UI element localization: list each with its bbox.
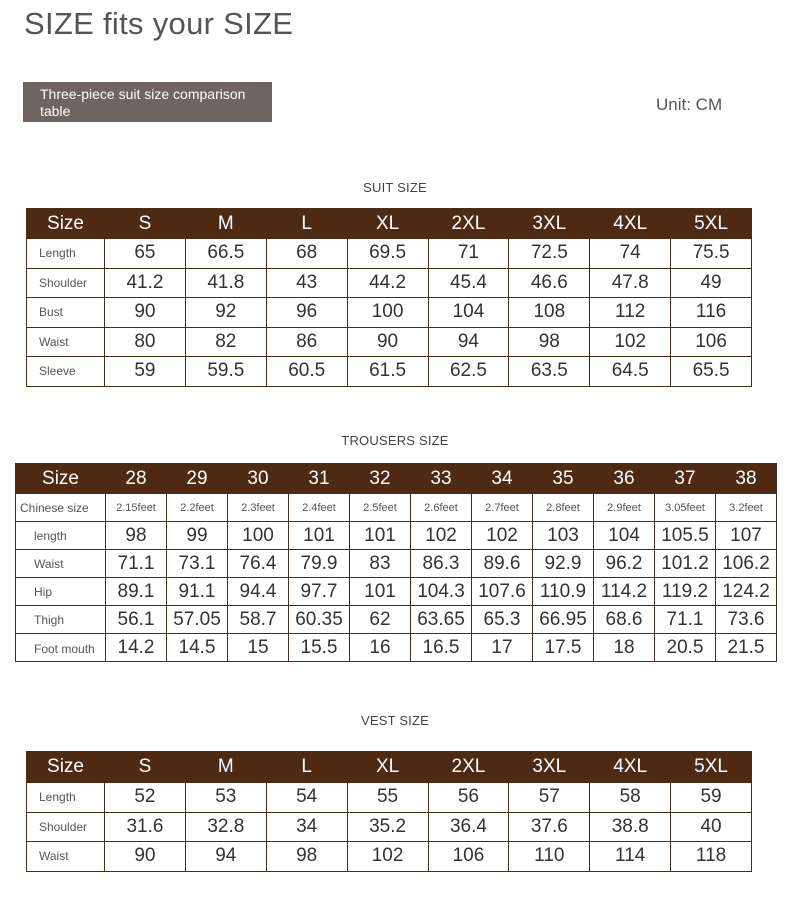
table-cell: 73.1: [167, 550, 228, 578]
table-cell: 61.5: [347, 357, 428, 387]
table-row: [27, 298, 752, 328]
table-cell: 59: [671, 783, 752, 813]
table-cell: 91.1: [167, 578, 228, 606]
table-cell: 16: [350, 634, 411, 662]
header-size-label: Size: [16, 464, 106, 494]
table-cell: 55: [347, 783, 428, 813]
header-size-l: L: [266, 209, 347, 239]
table-cell: 83: [350, 550, 411, 578]
header-size-3xl: 3XL: [509, 209, 590, 239]
table-cell: 90: [347, 327, 428, 357]
row-label: Chinese size: [16, 494, 106, 522]
table-cell: 118: [671, 842, 752, 872]
table-cell: 119.2: [655, 578, 716, 606]
table-cell: 45.4: [428, 268, 509, 298]
row-label: Hip: [16, 578, 106, 606]
table-cell: 99: [167, 522, 228, 550]
table-cell: 105.5: [655, 522, 716, 550]
row-label: Shoulder: [27, 812, 105, 842]
table-cell: 71.1: [106, 550, 167, 578]
table-cell: 63.65: [411, 606, 472, 634]
header-size-2xl: 2XL: [428, 752, 509, 783]
table-cell: 14.2: [106, 634, 167, 662]
table-cell: 59: [105, 357, 186, 387]
table-cell: 2.3feet: [228, 494, 289, 522]
table-cell: 14.5: [167, 634, 228, 662]
table-cell: 73.6: [716, 606, 777, 634]
table-cell: 58: [590, 783, 671, 813]
table-cell: 102: [411, 522, 472, 550]
table-cell: 62.5: [428, 357, 509, 387]
table-cell: 2.4feet: [289, 494, 350, 522]
table-cell: 68: [266, 239, 347, 269]
table-cell: 60.5: [266, 357, 347, 387]
header-size-5xl: 5XL: [671, 209, 752, 239]
header-size-33: 33: [411, 464, 472, 494]
header-size-l: L: [266, 752, 347, 783]
table-cell: 80: [105, 327, 186, 357]
table-cell: 2.5feet: [350, 494, 411, 522]
vest-size-table: [26, 751, 752, 872]
row-label: Thigh: [16, 606, 106, 634]
table-cell: 34: [266, 812, 347, 842]
table-cell: 102: [347, 842, 428, 872]
header-size-37: 37: [655, 464, 716, 494]
header-size-m: M: [185, 752, 266, 783]
table-cell: 124.2: [716, 578, 777, 606]
header-size-38: 38: [716, 464, 777, 494]
table-row: [16, 494, 777, 522]
row-label: Waist: [16, 550, 106, 578]
table-cell: 110: [509, 842, 590, 872]
table-row: [27, 812, 752, 842]
table-cell: 114: [590, 842, 671, 872]
table-row: [27, 357, 752, 387]
suit-size-title: SUIT SIZE: [363, 180, 427, 195]
table-cell: 15: [228, 634, 289, 662]
header-size-30: 30: [228, 464, 289, 494]
table-cell: 75.5: [671, 239, 752, 269]
table-cell: 66.5: [185, 239, 266, 269]
header-size-label: Size: [27, 209, 105, 239]
table-cell: 2.7feet: [472, 494, 533, 522]
table-cell: 96: [266, 298, 347, 328]
table-row: [16, 578, 777, 606]
table-cell: 62: [350, 606, 411, 634]
table-cell: 69.5: [347, 239, 428, 269]
table-cell: 18: [594, 634, 655, 662]
table-cell: 92.9: [533, 550, 594, 578]
table-row: [27, 239, 752, 269]
table-cell: 86.3: [411, 550, 472, 578]
table-cell: 17: [472, 634, 533, 662]
row-label: Shoulder: [27, 268, 105, 298]
table-cell: 57.05: [167, 606, 228, 634]
header-size-5xl: 5XL: [671, 752, 752, 783]
table-cell: 94: [185, 842, 266, 872]
row-label: Length: [27, 239, 105, 269]
header-size-4xl: 4XL: [590, 752, 671, 783]
table-header-row: [27, 752, 752, 783]
table-row: [16, 522, 777, 550]
page-title: SIZE fits your SIZE: [24, 6, 294, 41]
header-size-xl: XL: [347, 209, 428, 239]
table-cell: 3.05feet: [655, 494, 716, 522]
table-cell: 72.5: [509, 239, 590, 269]
table-cell: 96.2: [594, 550, 655, 578]
table-cell: 104.3: [411, 578, 472, 606]
table-cell: 94: [428, 327, 509, 357]
table-cell: 68.6: [594, 606, 655, 634]
table-cell: 38.8: [590, 812, 671, 842]
table-header-row: [27, 209, 752, 239]
table-cell: 37.6: [509, 812, 590, 842]
table-cell: 100: [228, 522, 289, 550]
table-cell: 101.2: [655, 550, 716, 578]
table-cell: 114.2: [594, 578, 655, 606]
row-label: Waist: [27, 327, 105, 357]
header-size-s: S: [105, 209, 186, 239]
row-label: Waist: [27, 842, 105, 872]
table-cell: 107.6: [472, 578, 533, 606]
row-label: Foot mouth: [16, 634, 106, 662]
table-cell: 76.4: [228, 550, 289, 578]
header-size-35: 35: [533, 464, 594, 494]
suit-size-table: [26, 208, 752, 387]
table-cell: 112: [590, 298, 671, 328]
table-cell: 101: [350, 522, 411, 550]
header-size-36: 36: [594, 464, 655, 494]
header-size-28: 28: [106, 464, 167, 494]
header-size-4xl: 4XL: [590, 209, 671, 239]
table-cell: 32.8: [185, 812, 266, 842]
table-cell: 2.2feet: [167, 494, 228, 522]
table-cell: 49: [671, 268, 752, 298]
unit-label: Unit: CM: [656, 95, 723, 114]
table-cell: 2.9feet: [594, 494, 655, 522]
trousers-size-table: [15, 463, 777, 662]
table-cell: 98: [106, 522, 167, 550]
table-cell: 63.5: [509, 357, 590, 387]
table-cell: 102: [472, 522, 533, 550]
table-cell: 101: [289, 522, 350, 550]
table-cell: 92: [185, 298, 266, 328]
table-cell: 57: [509, 783, 590, 813]
table-header-row: [16, 464, 777, 494]
table-cell: 98: [266, 842, 347, 872]
table-cell: 66.95: [533, 606, 594, 634]
table-cell: 89.6: [472, 550, 533, 578]
table-cell: 31.6: [105, 812, 186, 842]
table-cell: 46.6: [509, 268, 590, 298]
table-cell: 116: [671, 298, 752, 328]
table-cell: 65.5: [671, 357, 752, 387]
table-cell: 16.5: [411, 634, 472, 662]
row-label: length: [16, 522, 106, 550]
table-cell: 104: [594, 522, 655, 550]
table-row: [27, 327, 752, 357]
table-cell: 108: [509, 298, 590, 328]
table-cell: 41.8: [185, 268, 266, 298]
table-cell: 90: [105, 842, 186, 872]
table-cell: 65: [105, 239, 186, 269]
table-cell: 56: [428, 783, 509, 813]
table-row: [27, 783, 752, 813]
header-size-29: 29: [167, 464, 228, 494]
table-cell: 2.15feet: [106, 494, 167, 522]
table-cell: 100: [347, 298, 428, 328]
table-cell: 86: [266, 327, 347, 357]
table-cell: 104: [428, 298, 509, 328]
header-size-32: 32: [350, 464, 411, 494]
table-caption-badge: Three-piece suit size comparison table: [23, 82, 272, 122]
table-cell: 82: [185, 327, 266, 357]
row-label: Length: [27, 783, 105, 813]
table-cell: 36.4: [428, 812, 509, 842]
table-cell: 98: [509, 327, 590, 357]
table-cell: 90: [105, 298, 186, 328]
table-cell: 79.9: [289, 550, 350, 578]
table-cell: 71.1: [655, 606, 716, 634]
table-cell: 74: [590, 239, 671, 269]
table-row: [16, 634, 777, 662]
table-cell: 54: [266, 783, 347, 813]
table-cell: 2.6feet: [411, 494, 472, 522]
table-cell: 56.1: [106, 606, 167, 634]
table-row: [27, 268, 752, 298]
table-cell: 44.2: [347, 268, 428, 298]
table-cell: 106: [428, 842, 509, 872]
table-cell: 94.4: [228, 578, 289, 606]
header-size-m: M: [185, 209, 266, 239]
table-cell: 21.5: [716, 634, 777, 662]
header-size-3xl: 3XL: [509, 752, 590, 783]
table-cell: 3.2feet: [716, 494, 777, 522]
header-size-label: Size: [27, 752, 105, 783]
table-cell: 2.8feet: [533, 494, 594, 522]
table-cell: 41.2: [105, 268, 186, 298]
table-row: [16, 606, 777, 634]
trousers-size-title: TROUSERS SIZE: [341, 433, 449, 448]
table-cell: 53: [185, 783, 266, 813]
table-cell: 106: [671, 327, 752, 357]
table-cell: 20.5: [655, 634, 716, 662]
table-cell: 35.2: [347, 812, 428, 842]
table-cell: 89.1: [106, 578, 167, 606]
header-size-s: S: [105, 752, 186, 783]
table-cell: 52: [105, 783, 186, 813]
table-cell: 59.5: [185, 357, 266, 387]
table-cell: 103: [533, 522, 594, 550]
table-cell: 101: [350, 578, 411, 606]
table-row: [16, 550, 777, 578]
table-cell: 97.7: [289, 578, 350, 606]
table-cell: 15.5: [289, 634, 350, 662]
table-cell: 58.7: [228, 606, 289, 634]
table-cell: 47.8: [590, 268, 671, 298]
table-cell: 107: [716, 522, 777, 550]
table-cell: 43: [266, 268, 347, 298]
table-cell: 40: [671, 812, 752, 842]
row-label: Bust: [27, 298, 105, 328]
table-cell: 65.3: [472, 606, 533, 634]
table-row: [27, 842, 752, 872]
table-cell: 110.9: [533, 578, 594, 606]
row-label: Sleeve: [27, 357, 105, 387]
table-cell: 60.35: [289, 606, 350, 634]
vest-size-title: VEST SIZE: [360, 713, 430, 728]
header-size-xl: XL: [347, 752, 428, 783]
table-cell: 71: [428, 239, 509, 269]
table-cell: 102: [590, 327, 671, 357]
header-size-31: 31: [289, 464, 350, 494]
table-cell: 64.5: [590, 357, 671, 387]
header-size-2xl: 2XL: [428, 209, 509, 239]
table-cell: 17.5: [533, 634, 594, 662]
table-cell: 106.2: [716, 550, 777, 578]
header-size-34: 34: [472, 464, 533, 494]
